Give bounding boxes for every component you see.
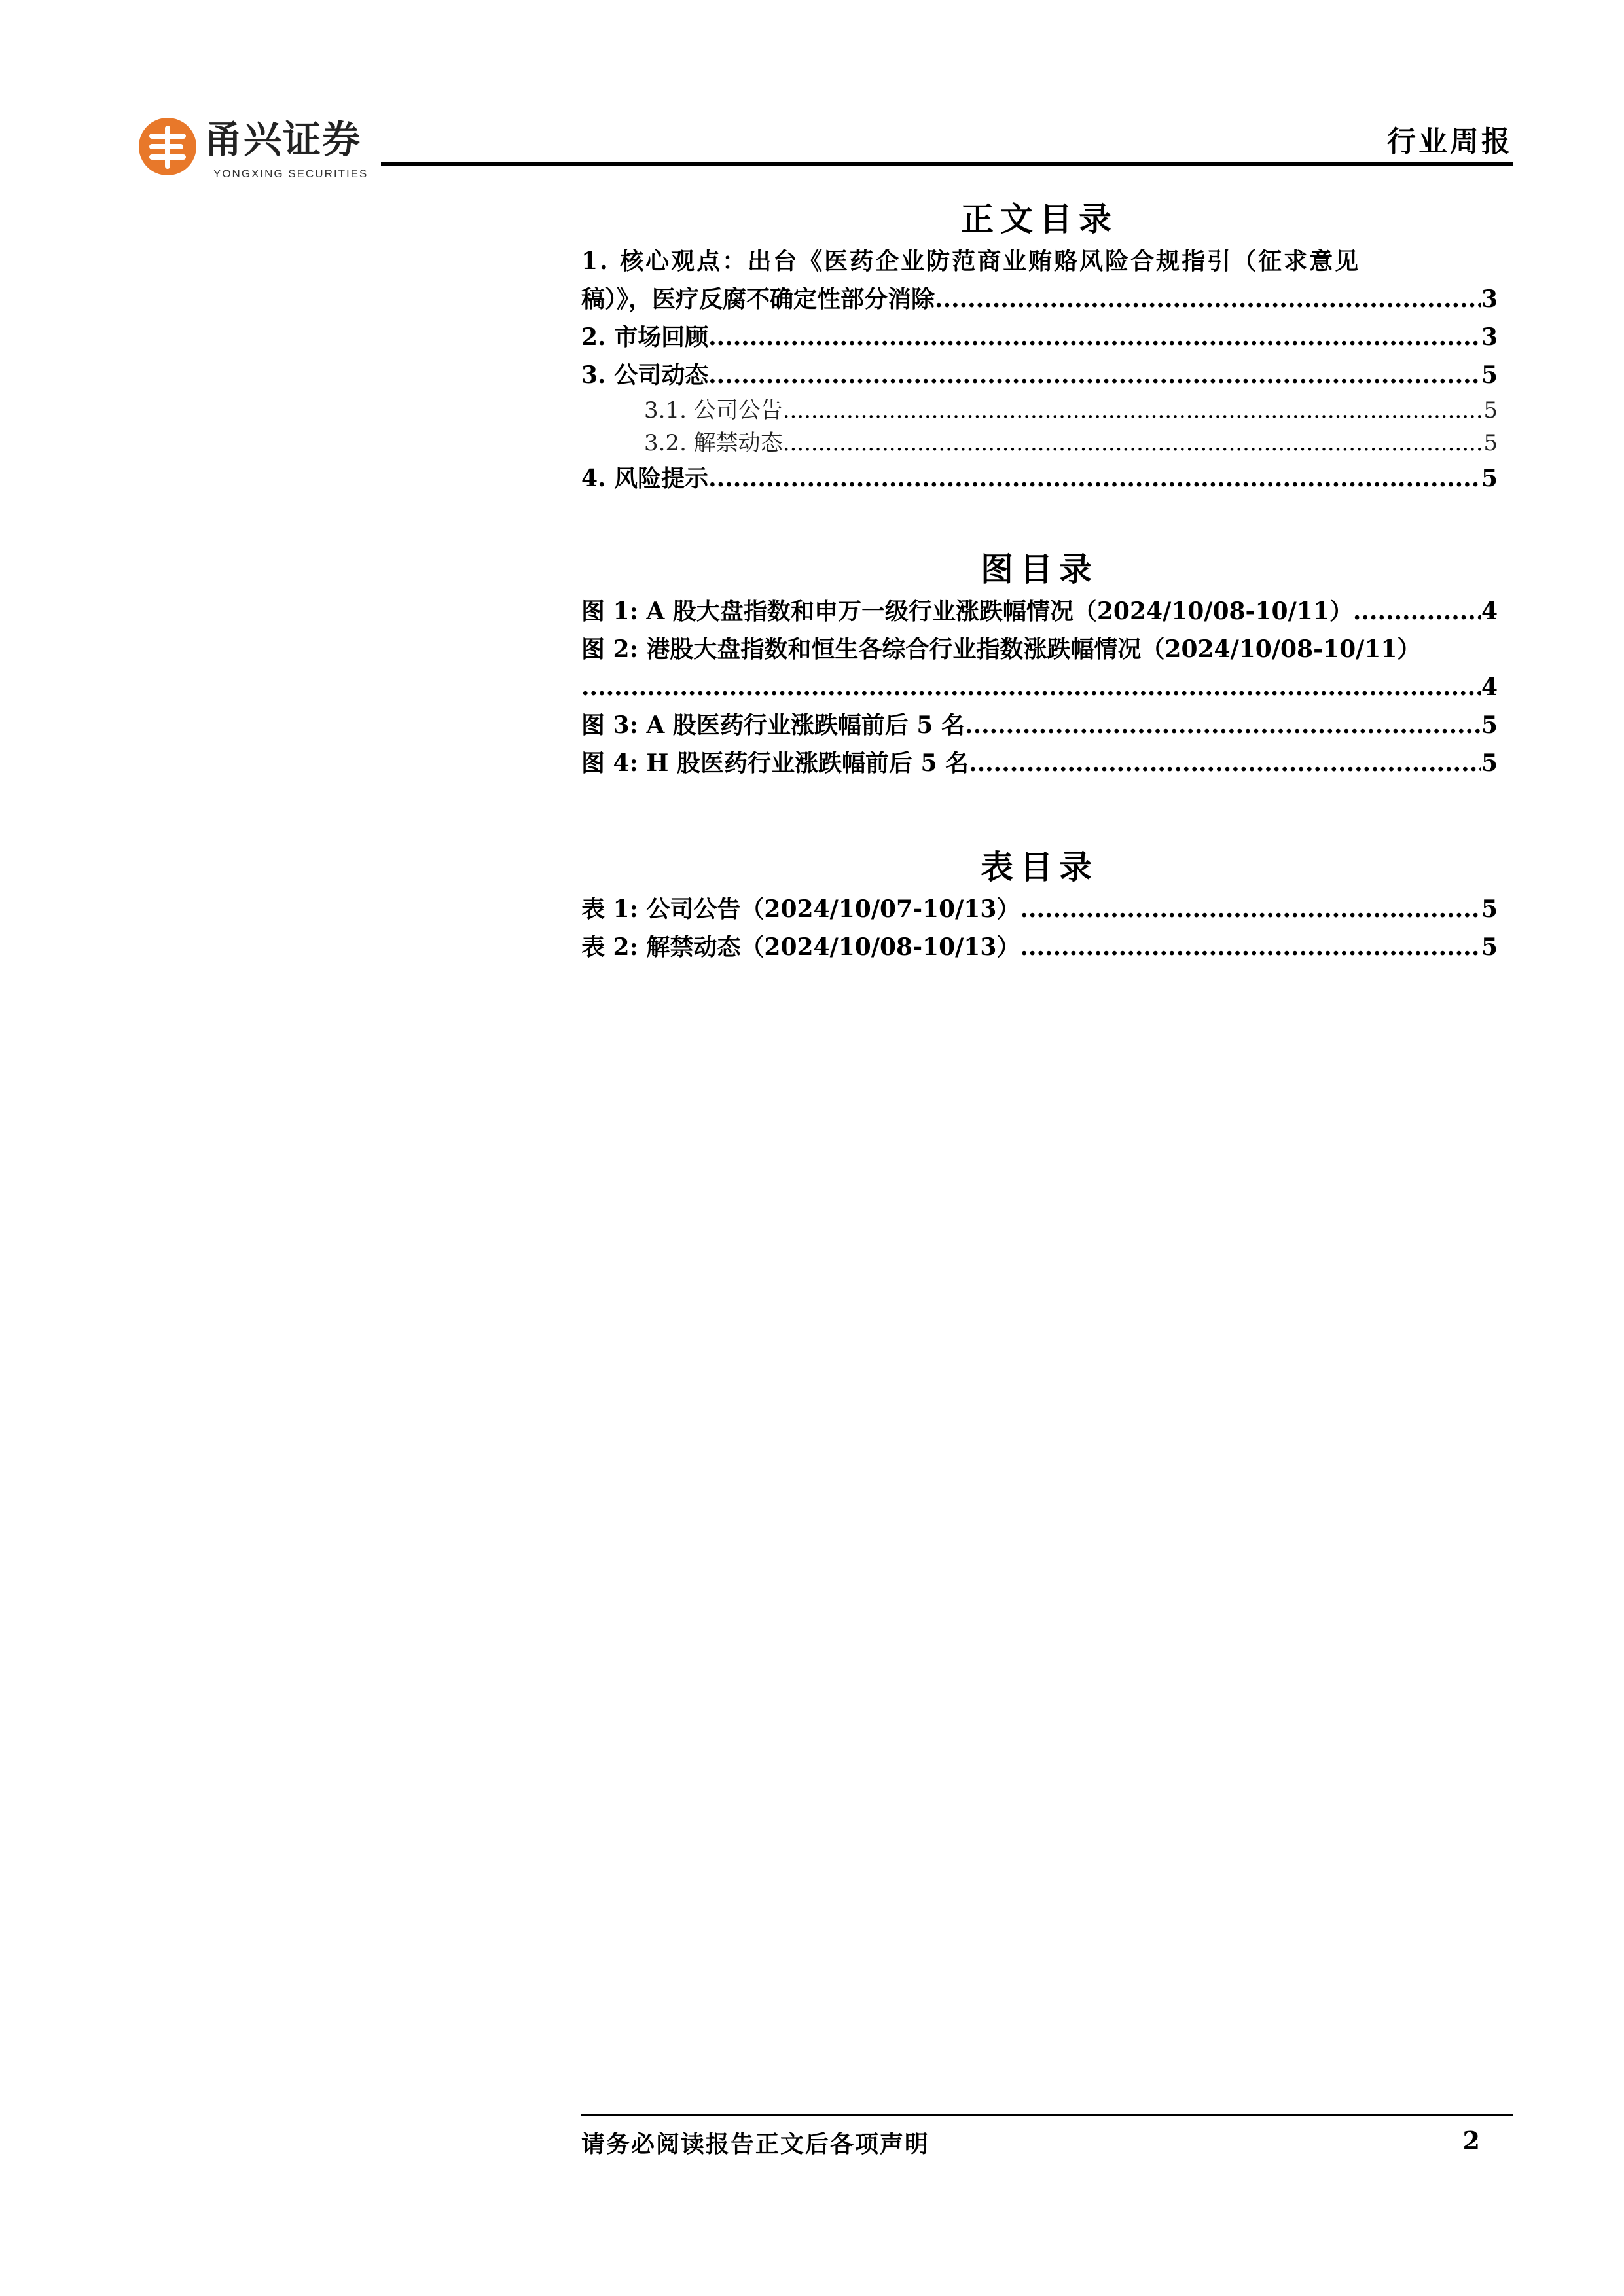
dot-leader	[965, 706, 1481, 744]
page-number: 2	[1462, 2126, 1480, 2155]
dot-leader	[581, 668, 1481, 706]
toc-item-3[interactable]	[581, 356, 1498, 394]
toc-item-label: 4. 风险提示	[581, 465, 709, 492]
figure-page-number: 4	[1481, 673, 1498, 701]
toc-item-label: 稿）》，医疗反腐不确定性部分消除	[581, 285, 935, 313]
logo-english-name: YONGXING SECURITIES	[213, 168, 369, 180]
figure-item-2[interactable]	[581, 668, 1498, 706]
figure-page-number: 5	[1481, 711, 1498, 739]
main-toc-section	[581, 196, 1498, 497]
table-item-2[interactable]	[581, 928, 1498, 966]
logo-chinese-name: 甬兴证券	[204, 117, 362, 162]
main-toc-title: 正文目录	[961, 200, 1118, 238]
toc-page-number: 3	[1481, 323, 1498, 351]
dot-leader	[1020, 928, 1481, 966]
figure-page-number: 5	[1481, 749, 1498, 777]
table-item-label: 表 1: 公司公告（2024/10/07-10/13）	[581, 895, 1020, 923]
figure-page-number: 4	[1481, 598, 1498, 625]
report-type-label: 行业周报	[1387, 125, 1513, 158]
toc-item-3-2[interactable]	[581, 427, 1498, 459]
header-divider	[381, 162, 1513, 166]
table-page-number: 5	[1481, 933, 1498, 961]
figure-item-label: 图 1: A 股大盘指数和申万一级行业涨跌幅情况（2024/10/08-10/11）	[581, 598, 1353, 625]
toc-item-4[interactable]	[581, 459, 1498, 497]
table-item-1[interactable]	[581, 890, 1498, 928]
figure-item-label: 图 4: H 股医药行业涨跌幅前后 5 名	[581, 749, 969, 777]
dot-leader	[783, 427, 1484, 459]
figure-item-2-line1[interactable]: 图 2: 港股大盘指数和恒生各综合行业指数涨跌幅情况（2024/10/08-10/11）	[581, 636, 1421, 663]
toc-item-3-1[interactable]	[581, 394, 1498, 427]
tables-toc-section	[581, 844, 1498, 966]
table-item-label: 表 2: 解禁动态（2024/10/08-10/13）	[581, 933, 1020, 961]
toc-page-number: 3	[1481, 285, 1498, 313]
dot-leader	[708, 356, 1481, 394]
footer-disclaimer: 请务必阅读报告正文后各项声明	[581, 2131, 930, 2158]
toc-item-label: 3.2. 解禁动态	[644, 430, 783, 456]
toc-page-number: 5	[1483, 397, 1498, 423]
toc-item-1[interactable]	[581, 280, 1498, 318]
figure-item-label: 图 3: A 股医药行业涨跌幅前后 5 名	[581, 711, 965, 739]
toc-item-1-line1[interactable]: 1. 核心观点：出台《医药企业防范商业贿赂风险合规指引（征求意见	[581, 247, 1361, 275]
toc-item-2[interactable]	[581, 318, 1498, 356]
toc-page-number: 5	[1481, 361, 1498, 389]
dot-leader	[969, 744, 1481, 782]
company-logo-icon	[137, 117, 198, 177]
figure-item-1[interactable]	[581, 592, 1498, 630]
dot-leader	[1020, 890, 1481, 928]
toc-page-number: 5	[1483, 430, 1498, 456]
dot-leader	[935, 280, 1481, 318]
figure-item-4[interactable]	[581, 744, 1498, 782]
figures-toc-section	[581, 547, 1498, 782]
toc-item-label: 3. 公司动态	[581, 361, 709, 389]
table-page-number: 5	[1481, 895, 1498, 923]
toc-page-number: 5	[1481, 465, 1498, 492]
toc-item-label: 3.1. 公司公告	[644, 397, 783, 423]
toc-item-label: 2. 市场回顾	[581, 323, 709, 351]
figures-toc-title: 图目录	[981, 550, 1098, 588]
tables-toc-title: 表目录	[981, 848, 1098, 886]
figure-item-3[interactable]	[581, 706, 1498, 744]
dot-leader	[783, 394, 1484, 427]
dot-leader	[708, 459, 1481, 497]
dot-leader	[1353, 592, 1481, 630]
dot-leader	[708, 318, 1481, 356]
footer-divider	[581, 2114, 1513, 2116]
